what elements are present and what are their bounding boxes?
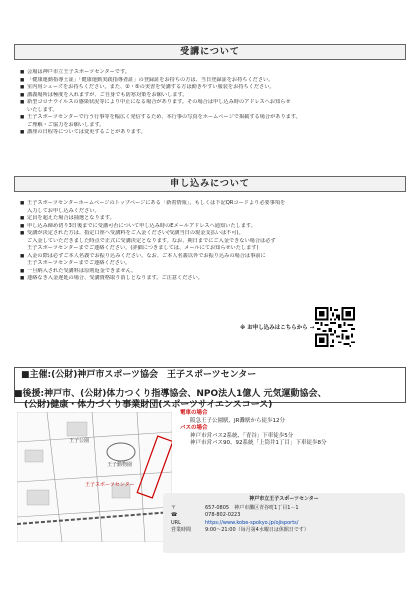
bus-label: バスの場合 bbox=[180, 425, 208, 431]
section-header-application: 申し込みについて bbox=[14, 176, 406, 192]
bus-route-1: 神戸市営バス2系統、「青谷」下車徒歩5分 bbox=[190, 432, 294, 439]
support-line-1: ■後援:神戸市、(公財)体力つくり指導協会、NPO法人1億人 元気運動協会、 bbox=[14, 389, 327, 399]
list-item: ご入金していただきました時点で正式に受講決定となります。なお、期日までにご入金できない場合は必ず bbox=[27, 237, 276, 244]
list-item: 王子スポーツセンターまでご連絡ください。 bbox=[27, 260, 131, 266]
list-item: 入力してお申し込みください。 bbox=[27, 207, 100, 214]
list-item: 王子スポーツセンターまでご連絡ください。(詳細につきましては、メールにてお知らせいたします) bbox=[27, 245, 259, 251]
contact-tel[interactable]: 078-802-0223 bbox=[205, 512, 241, 518]
list-item: ■ 定員を超えた場合は抽選となります。 bbox=[20, 215, 400, 223]
map-label-stadium: 王子動物園 bbox=[107, 462, 133, 468]
list-item: ■ 室内用シューズをお持ちください。また、②・⑤の実習を受講する方は動きやすい服装をお持ちください。 bbox=[20, 84, 400, 92]
list-item: ご理解・ご協力をお願いします。 bbox=[27, 121, 105, 128]
contact-org: 神戸市立王子スポーツセンター bbox=[249, 496, 319, 502]
contact-box bbox=[163, 493, 405, 553]
list-item: ■ 王子スポーツセンターホームページのトップページにある「新着情報」、もしくは下記QRコードより必要事項を bbox=[20, 200, 400, 208]
list-item: ■ 講座の日程等については変更することがあります。 bbox=[20, 129, 400, 137]
train-text: 阪急王子公園駅、JR灘駅から徒歩12分 bbox=[190, 417, 285, 424]
support-line-2: (公財)健康・体力づくり事業財団(スポーツサイエンスコース) bbox=[24, 400, 273, 410]
list-item: ■ 受講が決定された方は、指定口座へ受講料をご入金ください(受講当日の現金支払いは不可)。 bbox=[20, 230, 400, 238]
qr-note: ※ お申し込みはこちらから → bbox=[240, 325, 315, 331]
address-label: 〒 bbox=[171, 504, 177, 511]
list-item: ■ 王子スポーツセンターで行う行事等を幅広く発信するため、本行事の写真をホームページで掲載する場合があります。 bbox=[20, 114, 400, 122]
access-info bbox=[180, 410, 327, 448]
list-item: ■ 会場は神戸市立王子スポーツセンターです。 bbox=[20, 69, 400, 77]
contact-address: 657-0805 神戸市灘区青谷町1丁目1－1 bbox=[205, 504, 299, 511]
map-label-station: 王子公園 bbox=[69, 438, 90, 444]
hours-label: 営業時間 bbox=[171, 527, 192, 533]
list-item: ■ 「健康運動指導士証」「健康運動実践指導者証」の登録証をお持ちの方は、当日登録証をお持ちください。 bbox=[20, 77, 400, 85]
contact-url-link[interactable]: https://www.kobe-spokyo.jp/ojisports/ bbox=[205, 519, 299, 526]
contact-hours: 9:00～21:00（毎月第4水曜日は休館日です） bbox=[205, 527, 309, 533]
host-line: ■主催:(公財)神戸市スポーツ協会 王子スポーツセンター bbox=[21, 370, 257, 380]
contact-url-row bbox=[171, 520, 397, 528]
contact-hours-row bbox=[171, 527, 397, 535]
list-item: ■ 入金の際は必ずご本人名義でお振り込みください。なお、ご本人名義以外でお振り込みの場合は事前に bbox=[20, 253, 400, 261]
contact-tel-row bbox=[171, 512, 397, 520]
support-block bbox=[14, 388, 406, 411]
list-item: ■ 連絡なき入金遅延の場合、受講資格取り消しとなります。ご注意ください。 bbox=[20, 275, 400, 283]
qr-code[interactable] bbox=[315, 307, 355, 347]
map-label-center: 王子スポーツセンター bbox=[85, 482, 135, 488]
course-notes-list bbox=[20, 69, 400, 137]
list-item: ■ 一旦納入された受講料は原則返金できません。 bbox=[20, 268, 400, 276]
bus-route-2: 神戸市営バス90、92系統「上筒井1丁目」下車徒歩8分 bbox=[190, 440, 327, 446]
contact-address-row bbox=[171, 505, 397, 513]
train-label: 電車の場合 bbox=[180, 410, 208, 416]
access-map bbox=[17, 412, 172, 542]
application-notes-list bbox=[20, 200, 400, 283]
list-item: ■ 新型コロナウイルスの感染状況等により中止になる場合があります。その場合は申し込み時のアドレスへお知らせ bbox=[20, 99, 400, 107]
url-label: URL bbox=[171, 519, 181, 526]
phone-icon: ☎ bbox=[171, 512, 178, 518]
list-item: ■ 申し込み締め切り3日後までに受講可否について申し込み時のEメールアドレスへ通知いたします。 bbox=[20, 223, 400, 231]
section-header-course: 受講について bbox=[14, 44, 406, 60]
list-item: いたします。 bbox=[27, 106, 58, 113]
list-item: ■ 講義場所は極度を入れますが、ご自身でも防寒対策をお願いします。 bbox=[20, 92, 400, 100]
